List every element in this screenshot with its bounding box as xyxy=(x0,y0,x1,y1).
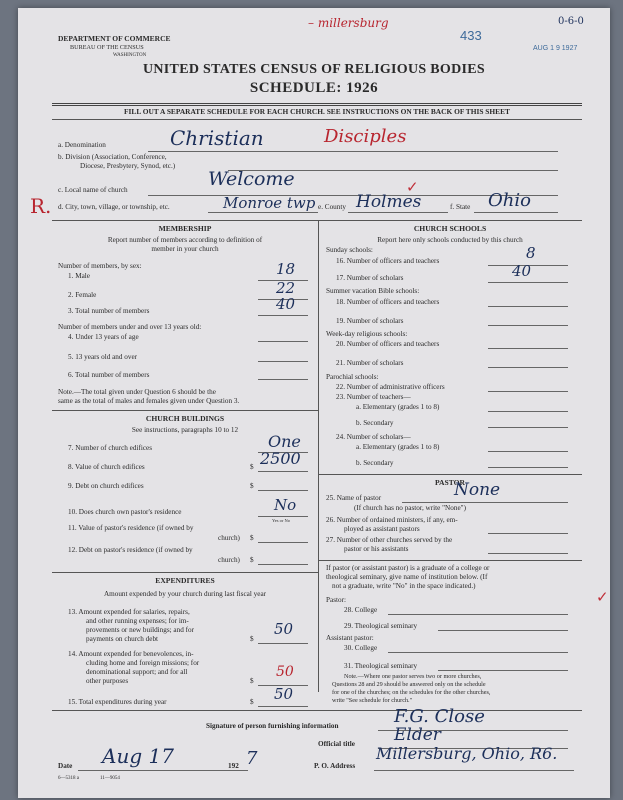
county-value: Holmes xyxy=(356,192,422,212)
q22-label: 22. Number of administrative officers xyxy=(336,383,445,391)
membership-note-1: Note.—The total given under Question 6 should be the xyxy=(58,388,216,396)
q7-value: One xyxy=(268,432,301,451)
q26-line-2: ployed as assistant pastors xyxy=(344,525,420,533)
pastor-note-4: write "See schedule for church." xyxy=(332,697,413,704)
denomination-label: a. Denomination xyxy=(58,141,106,149)
q15-value: 50 xyxy=(274,685,294,703)
q21-label: 21. Number of scholars xyxy=(336,359,404,367)
denomination-subvalue: Disciples xyxy=(324,126,407,147)
q6-label: 6. Total number of members xyxy=(68,371,150,379)
pastor-note-1: Note.—Where one pastor serves two or more churches, xyxy=(344,673,482,680)
q13-line-3: provements or new buildings; and for xyxy=(86,626,194,634)
q15-dollar: $ xyxy=(250,698,254,706)
city-label: d. City, town, village, or township, etc. xyxy=(58,203,170,211)
q1-label: 1. Male xyxy=(68,272,90,280)
members-by-sex-label: Number of members, by sex: xyxy=(58,262,142,270)
division-label-2: Diocese, Presbytery, Synod, etc.) xyxy=(80,162,176,170)
official-title-value: Elder xyxy=(394,725,441,745)
date-value: Aug 17 xyxy=(102,744,174,768)
q27-line-2: pastor or his assistants xyxy=(344,545,409,553)
pastor-heading: PASTOR xyxy=(434,478,466,487)
address-value: Millersburg, Ohio, R6. xyxy=(376,744,558,763)
q10-hint: Yes or No xyxy=(272,518,291,523)
year-prefix: 192 xyxy=(228,762,239,770)
year-value: 7 xyxy=(246,748,258,769)
q17-value: 40 xyxy=(512,262,532,280)
q13-dollar: $ xyxy=(250,635,254,643)
q10-label: 10. Does church own pastor's residence xyxy=(68,508,182,516)
q8-value: 2500 xyxy=(260,449,301,468)
check-mark: ✓ xyxy=(406,178,419,196)
membership-note-2: same as the total of males and females given under Question 3. xyxy=(58,397,240,405)
q19-label: 19. Number of scholars xyxy=(336,317,404,325)
q23a-label: a. Elementary (grades 1 to 8) xyxy=(356,403,440,411)
q13-line-2: and other running expenses; for im- xyxy=(86,617,189,625)
stamp-date: AUG 1 9 1927 xyxy=(533,45,578,52)
denomination-value: Christian xyxy=(170,126,264,150)
q11-label-2: church) xyxy=(218,534,240,542)
q25-hint: (If church has no pastor, write "None") xyxy=(354,504,466,512)
pastor-note-3: for one of the churches; on the schedules for the other churches, xyxy=(332,689,491,696)
q13-value: 50 xyxy=(274,620,294,638)
q1-value: 18 xyxy=(276,260,296,278)
q2-label: 2. Female xyxy=(68,291,97,299)
signature-label: Signature of person furnishing information xyxy=(206,722,339,730)
buildings-sub: See instructions, paragraphs 10 to 12 xyxy=(131,426,239,434)
margin-mark: R. xyxy=(30,194,52,218)
division-label-1: b. Division (Association, Conference, xyxy=(58,153,167,161)
q23b-label: b. Secondary xyxy=(356,419,394,427)
weekday-schools-label: Week-day religious schools: xyxy=(326,330,408,338)
q9-label: 9. Debt on church edifices xyxy=(68,482,144,490)
q15-label: 15. Total expenditures during year xyxy=(68,698,167,706)
q17-label: 17. Number of scholars xyxy=(336,274,404,282)
census-schedule-sheet xyxy=(18,8,610,798)
top-handwritten-note: – millersburg xyxy=(308,16,389,30)
signature-value: F.G. Close xyxy=(394,706,485,727)
summer-schools-label: Summer vacation Bible schools: xyxy=(326,287,420,295)
q11-dollar: $ xyxy=(250,534,254,542)
parochial-schools-label: Parochial schools: xyxy=(326,373,379,381)
q16-label: 16. Number of officers and teachers xyxy=(336,257,440,265)
city-label: WASHINGTON xyxy=(113,53,147,58)
membership-intro-2: member in your church xyxy=(151,245,219,253)
date-label: Date xyxy=(58,762,73,770)
q14-value: 50 xyxy=(276,664,294,680)
q10-value: No xyxy=(274,496,297,514)
q2-value: 22 xyxy=(276,279,296,297)
check-mark: ✓ xyxy=(596,588,609,606)
q11-label-1: 11. Value of pastor's residence (if owned by xyxy=(68,524,194,532)
stamp-number: 433 xyxy=(460,28,482,43)
buildings-heading: CHURCH BUILDINGS xyxy=(145,414,225,423)
q24b-label: b. Secondary xyxy=(356,459,394,467)
membership-heading: MEMBERSHIP xyxy=(158,224,212,233)
schools-intro: Report here only schools conducted by this church xyxy=(377,236,523,244)
members-by-age-label: Number of members under and over 13 years old: xyxy=(58,323,202,331)
q24-label: 24. Number of scholars— xyxy=(336,433,411,441)
q14-line-4: other purposes xyxy=(86,677,129,685)
q8-dollar: $ xyxy=(250,463,254,471)
q9-dollar: $ xyxy=(250,482,254,490)
q5-label: 5. 13 years old and over xyxy=(68,353,138,361)
instruction-bar: FILL OUT A SEPARATE SCHEDULE FOR EACH CHURCH. SEE INSTRUCTIONS ON THE BACK OF THIS SHEET xyxy=(124,107,510,116)
pastor-sub-label: Pastor: xyxy=(326,596,346,604)
state-label: f. State xyxy=(450,203,471,211)
q8-label: 8. Value of church edifices xyxy=(68,463,145,471)
county-label: e. County xyxy=(318,203,346,211)
local-name-label: c. Local name of church xyxy=(58,186,128,194)
q20-label: 20. Number of officers and teachers xyxy=(336,340,440,348)
q14-line-3: denominational support; and for all xyxy=(86,668,188,676)
q3-label: 3. Total number of members xyxy=(68,307,150,315)
form-number-2: 11—9054 xyxy=(100,776,120,781)
expenditures-heading: EXPENDITURES xyxy=(155,576,215,585)
bureau-label: BUREAU OF THE CENSUS xyxy=(70,44,144,51)
q12-label-2: church) xyxy=(218,556,240,564)
q28-label: 28. College xyxy=(344,606,378,614)
local-name-value: Welcome xyxy=(208,168,295,190)
q3-value: 40 xyxy=(276,295,296,313)
q12-dollar: $ xyxy=(250,556,254,564)
graduate-line-3: not a graduate, write "No" in the space indicated.) xyxy=(332,582,476,590)
graduate-line-1: If pastor (or assistant pastor) is a graduate of a college or xyxy=(326,564,490,572)
official-title-label: Official title xyxy=(318,740,355,748)
q27-line-1: 27. Number of other churches served by the xyxy=(326,536,453,544)
address-label: P. O. Address xyxy=(314,762,356,770)
q16-value: 8 xyxy=(526,244,536,262)
q25-value: None xyxy=(454,480,501,500)
form-number: 6—5318 a xyxy=(58,776,79,781)
q7-label: 7. Number of church edifices xyxy=(68,444,153,452)
q14-line-1: 14. Amount expended for benevolences, in- xyxy=(68,650,194,658)
q18-label: 18. Number of officers and teachers xyxy=(336,298,440,306)
form-title: UNITED STATES CENSUS OF RELIGIOUS BODIES xyxy=(142,62,485,77)
q12-label-1: 12. Debt on pastor's residence (if owned by xyxy=(68,546,193,554)
q13-line-1: 13. Amount expended for salaries, repairs, xyxy=(68,608,190,616)
q26-line-1: 26. Number of ordained ministers, if any, em- xyxy=(326,516,458,524)
q24a-label: a. Elementary (grades 1 to 8) xyxy=(356,443,440,451)
q29-label: 29. Theological seminary xyxy=(344,622,418,630)
schools-heading: CHURCH SCHOOLS xyxy=(413,224,487,233)
q31-label: 31. Theological seminary xyxy=(344,662,418,670)
graduate-line-2: theological seminary, give name of institution below. (If xyxy=(326,573,488,581)
state-value: Ohio xyxy=(488,190,531,211)
q25-label: 25. Name of pastor xyxy=(326,494,382,502)
corner-note: 0-6-0 xyxy=(558,16,584,27)
q13-line-4: payments on church debt xyxy=(86,635,159,643)
assistant-pastor-label: Assistant pastor: xyxy=(326,634,374,642)
form-subtitle: SCHEDULE: 1926 xyxy=(249,80,379,96)
city-value: Monroe twp xyxy=(223,194,316,212)
q4-label: 4. Under 13 years of age xyxy=(68,333,139,341)
pastor-note-2: Questions 28 and 29 should be answered only on the schedule xyxy=(332,681,486,688)
q23-label: 23. Number of teachers— xyxy=(336,393,411,401)
department-label: DEPARTMENT OF COMMERCE xyxy=(58,34,171,43)
q14-dollar: $ xyxy=(250,677,254,685)
sunday-schools-label: Sunday schools: xyxy=(326,246,373,254)
membership-intro-1: Report number of members according to definition of xyxy=(107,236,263,244)
q14-line-2: cluding home and foreign missions; for xyxy=(86,659,200,667)
expenditures-sub: Amount expended by your church during last fiscal year xyxy=(103,590,267,598)
q30-label: 30. College xyxy=(344,644,378,652)
